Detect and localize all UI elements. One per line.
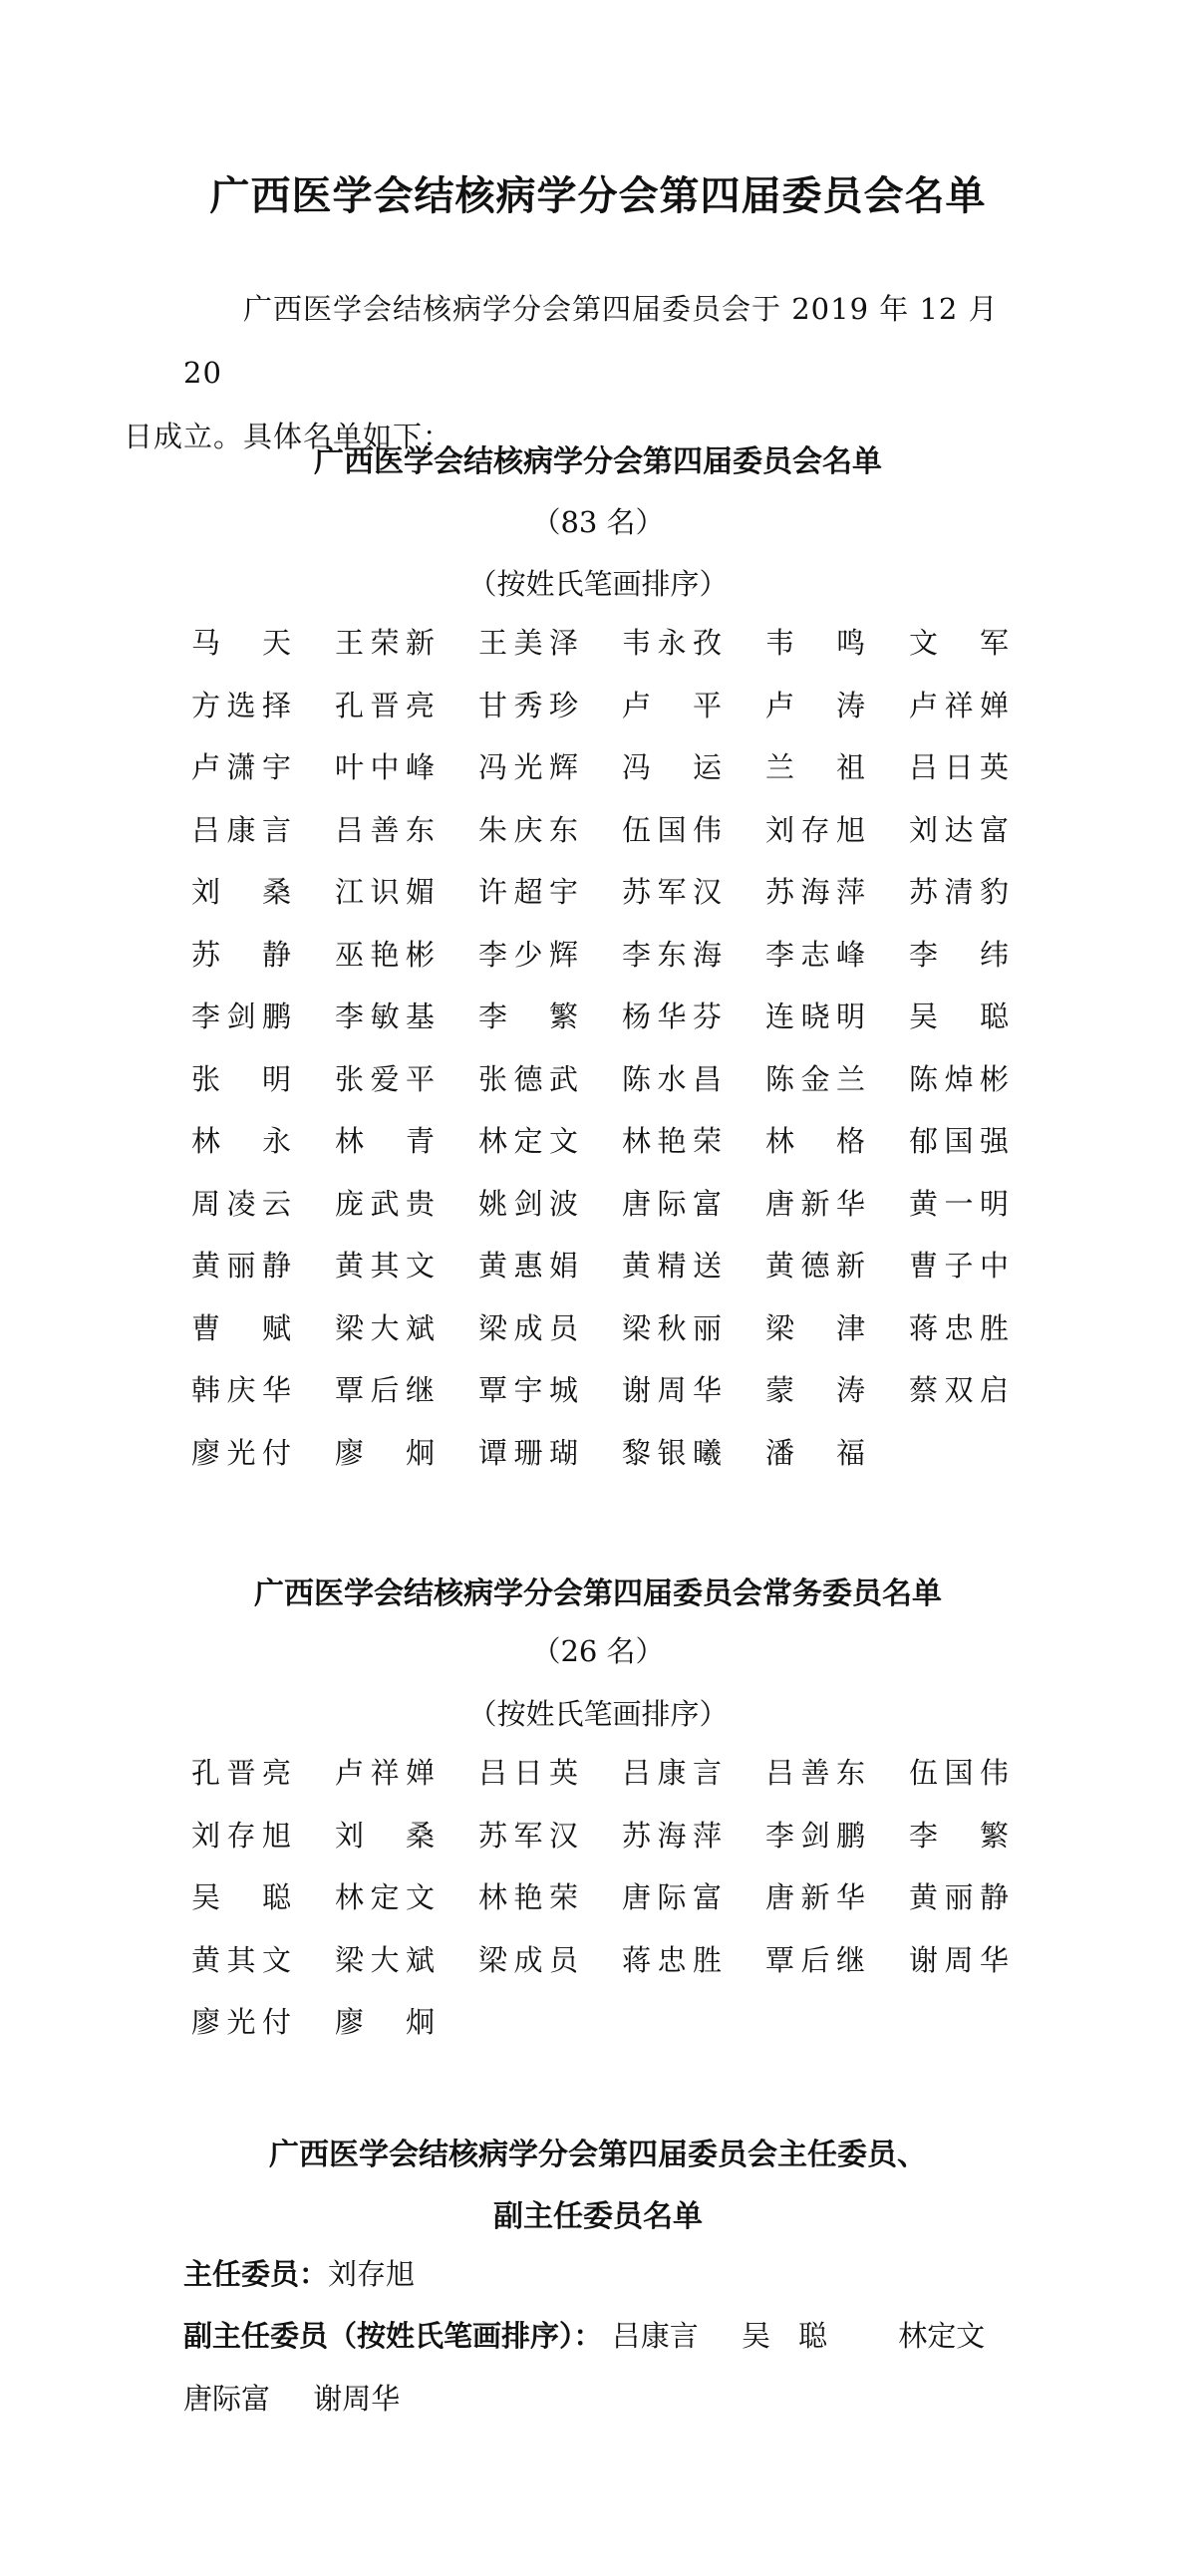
member-name: 黄 一 明 <box>909 1186 1009 1221</box>
member-name: 林 青 <box>335 1124 435 1158</box>
member-name: 叶 中 峰 <box>335 750 435 784</box>
member-name: 林 定 文 <box>335 1880 435 1914</box>
member-name: 卢 平 <box>622 688 722 722</box>
member-name: 陈 水 昌 <box>622 1061 722 1096</box>
member-name: 李 纬 <box>909 937 1009 972</box>
member-name: 梁 大 斌 <box>335 1942 435 1977</box>
member-name: 苏 海 萍 <box>622 1818 722 1853</box>
vice-chair-label: 副主任委员（按姓氏笔画排序）： <box>183 2319 603 2353</box>
member-name: 姚 剑 波 <box>478 1186 578 1221</box>
member-name: 曹 赋 <box>191 1310 291 1345</box>
member-name: 廖 光 付 <box>191 1435 291 1470</box>
member-name: 郁 国 强 <box>909 1124 1009 1158</box>
vice-chair-line-2 <box>183 2377 1060 2418</box>
member-name: 曹 子 中 <box>909 1249 1009 1283</box>
member-name: 王 美 泽 <box>478 626 578 660</box>
member-name: 孔 晋 亮 <box>335 688 435 722</box>
member-name: 黄 德 新 <box>765 1249 865 1283</box>
standing-count: （26 名） <box>531 1634 665 1668</box>
committee-order-note: （按姓氏笔画排序） <box>467 567 729 601</box>
member-name: 周 凌 云 <box>191 1186 291 1221</box>
member-name: 卢 潇 宇 <box>191 750 291 784</box>
member-name: 谢 周 华 <box>909 1942 1009 1977</box>
standing-member-list <box>191 1742 1048 2054</box>
member-name: 朱 庆 东 <box>478 812 578 847</box>
member-name: 连 晓 明 <box>765 1000 865 1033</box>
chair-label: 主任委员： <box>183 2257 329 2291</box>
member-name: 覃 后 继 <box>335 1373 435 1407</box>
vice-chair-name: 吴聪 <box>741 2319 855 2353</box>
member-name: 卢 祥 婵 <box>909 688 1009 722</box>
member-name: 李 繁 <box>478 1000 578 1033</box>
intro-line-2: 日成立。具体名单如下： <box>124 420 453 453</box>
member-name: 江 识 媚 <box>335 875 435 909</box>
member-name: 唐 新 华 <box>765 1186 865 1221</box>
member-name: 吕 日 英 <box>478 1756 578 1790</box>
member-name: 黎 银 曦 <box>622 1435 722 1470</box>
member-name: 陈 焯 彬 <box>909 1061 1009 1096</box>
member-name: 林 定 文 <box>478 1124 578 1158</box>
committee-title: 广西医学会结核病学分会第四届委员会名单 <box>314 444 882 479</box>
standing-order-note: （按姓氏笔画排序） <box>467 1697 729 1731</box>
member-name: 覃 后 继 <box>765 1942 865 1977</box>
member-name: 谭 珊 瑚 <box>478 1435 578 1470</box>
member-name: 苏 清 豹 <box>909 875 1009 909</box>
member-name: 吕 日 英 <box>909 750 1009 784</box>
member-name: 陈 金 兰 <box>765 1061 865 1096</box>
member-name: 苏 静 <box>191 937 291 972</box>
member-name: 林 艳 荣 <box>478 1880 578 1914</box>
member-name: 吴 聪 <box>909 1000 1009 1033</box>
member-name: 许 超 宇 <box>478 875 578 909</box>
member-name: 张 明 <box>191 1061 291 1096</box>
member-name: 兰 祖 <box>765 750 865 784</box>
leaders-title-line-1: 广西医学会结核病学分会第四届委员会主任委员、 <box>269 2138 927 2172</box>
member-name: 唐 际 富 <box>622 1880 722 1914</box>
member-name: 王 荣 新 <box>335 626 435 660</box>
member-name: 廖 光 付 <box>191 2005 291 2039</box>
member-name: 韦 永 孜 <box>622 626 722 660</box>
member-name: 李 敏 基 <box>335 1000 435 1033</box>
vice-chair-name: 唐际富 <box>183 2382 271 2416</box>
vice-chair-line-1 <box>183 2314 1060 2355</box>
member-name: 苏 军 汉 <box>478 1818 578 1853</box>
member-name: 刘 达 富 <box>909 812 1009 847</box>
member-name: 黄 精 送 <box>622 1249 722 1283</box>
member-name: 李 繁 <box>909 1818 1009 1853</box>
standing-title: 广西医学会结核病学分会第四届委员会常务委员名单 <box>254 1576 942 1611</box>
member-name: 伍 国 伟 <box>909 1756 1009 1790</box>
member-name: 林 永 <box>191 1124 291 1158</box>
member-name: 李 剑 鹏 <box>191 1000 291 1033</box>
member-name: 卢 涛 <box>765 688 865 722</box>
member-name: 梁 大 斌 <box>335 1310 435 1345</box>
member-name: 廖 炯 <box>335 2005 435 2039</box>
member-name: 吕 康 言 <box>622 1756 722 1790</box>
member-name: 马 天 <box>191 626 291 660</box>
member-name: 刘 桑 <box>335 1818 435 1853</box>
member-name: 唐 新 华 <box>765 1880 865 1914</box>
leaders-title-line-2: 副主任委员名单 <box>493 2199 703 2234</box>
member-name: 林 格 <box>765 1124 865 1158</box>
member-name: 方 选 择 <box>191 688 291 722</box>
member-name: 梁 成 员 <box>478 1310 578 1345</box>
member-name: 廖 炯 <box>335 1435 435 1470</box>
committee-count: （83 名） <box>531 505 665 539</box>
member-name: 覃 宇 城 <box>478 1373 578 1407</box>
member-name: 林 艳 荣 <box>622 1124 722 1158</box>
member-name: 文 军 <box>909 626 1009 660</box>
member-name: 蒙 涛 <box>765 1373 865 1407</box>
member-name: 黄 其 文 <box>335 1249 435 1283</box>
member-name: 李 东 海 <box>622 937 722 972</box>
member-name: 吕 善 东 <box>765 1756 865 1790</box>
member-name: 蒋 忠 胜 <box>622 1942 722 1977</box>
member-name: 蔡 双 启 <box>909 1373 1009 1407</box>
member-name: 黄 其 文 <box>191 1942 291 1977</box>
member-name: 梁 成 员 <box>478 1942 578 1977</box>
chair-line <box>183 2252 1060 2293</box>
member-name: 吕 善 东 <box>335 812 435 847</box>
member-name: 张 爱 平 <box>335 1061 435 1096</box>
member-name: 刘 桑 <box>191 875 291 909</box>
member-name: 黄 丽 静 <box>191 1249 291 1283</box>
member-name: 冯 运 <box>622 750 722 784</box>
member-name: 冯 光 辉 <box>478 750 578 784</box>
member-name: 吴 聪 <box>191 1880 291 1914</box>
member-name: 韦 鸣 <box>765 626 865 660</box>
committee-member-list <box>191 612 1048 1484</box>
member-name: 韩 庆 华 <box>191 1373 291 1407</box>
member-name: 甘 秀 珍 <box>478 688 578 722</box>
member-name: 苏 军 汉 <box>622 875 722 909</box>
member-name: 李 少 辉 <box>478 937 578 972</box>
member-name: 谢 周 华 <box>622 1373 722 1407</box>
member-name: 黄 丽 静 <box>909 1880 1009 1914</box>
member-name: 蒋 忠 胜 <box>909 1310 1009 1345</box>
document-title: 广西医学会结核病学分会第四届委员会名单 <box>209 173 987 219</box>
member-name: 梁 秋 丽 <box>622 1310 722 1345</box>
member-name: 潘 福 <box>765 1435 865 1470</box>
member-name: 唐 际 富 <box>622 1186 722 1221</box>
member-name: 伍 国 伟 <box>622 812 722 847</box>
vice-chair-name: 吕康言 <box>611 2319 699 2353</box>
intro-line-1: 广西医学会结核病学分会第四届委员会于 2019 年 12 月 20 <box>183 292 999 390</box>
member-name: 吕 康 言 <box>191 812 291 847</box>
member-name: 巫 艳 彬 <box>335 937 435 972</box>
member-name: 卢 祥 婵 <box>335 1756 435 1790</box>
member-name: 杨 华 芬 <box>622 1000 722 1033</box>
member-name: 庞 武 贵 <box>335 1186 435 1221</box>
chair-name: 刘存旭 <box>328 2257 416 2291</box>
vice-chair-name: 林定文 <box>898 2319 986 2353</box>
member-name: 刘 存 旭 <box>765 812 865 847</box>
member-name: 刘 存 旭 <box>191 1818 291 1853</box>
member-name: 黄 惠 娟 <box>478 1249 578 1283</box>
member-name: 张 德 武 <box>478 1061 578 1096</box>
member-name: 苏 海 萍 <box>765 875 865 909</box>
member-name: 梁 津 <box>765 1310 865 1345</box>
member-name: 李 志 峰 <box>765 937 865 972</box>
vice-chair-name: 谢周华 <box>313 2382 401 2416</box>
member-name: 孔 晋 亮 <box>191 1756 291 1790</box>
member-name: 李 剑 鹏 <box>765 1818 865 1853</box>
